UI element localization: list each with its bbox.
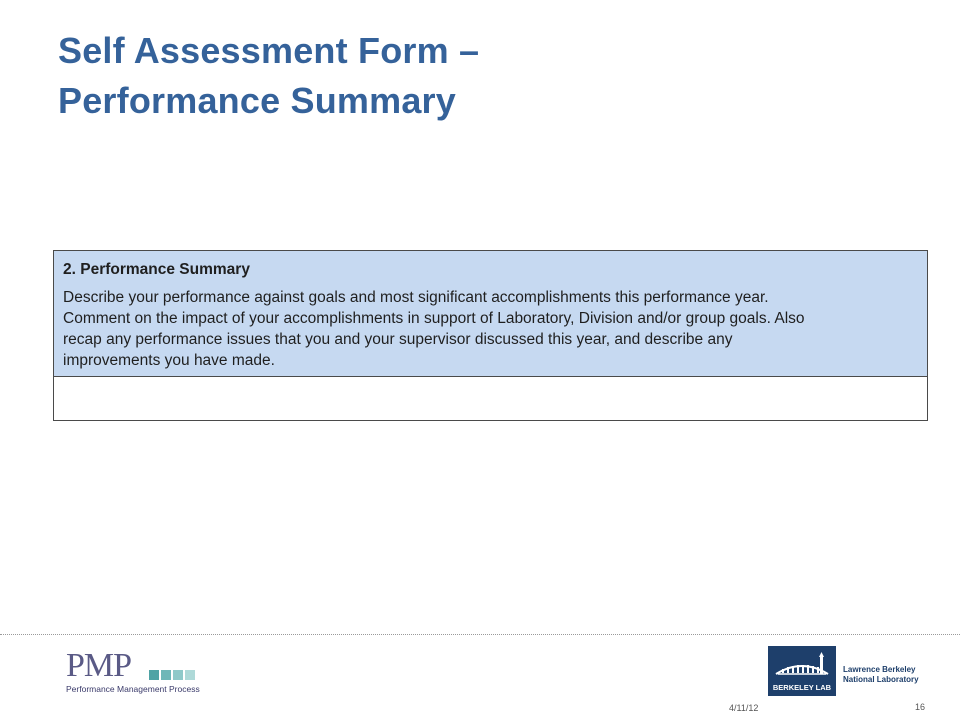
berkeley-lab-name [843, 665, 919, 685]
footer-divider [0, 634, 960, 635]
berkeley-lab-box-label: BERKELEY LAB [772, 683, 832, 692]
form-section-description [63, 287, 918, 371]
slide-title-line-2: Performance Summary [58, 80, 456, 121]
berkeley-lab-building-icon [768, 648, 836, 684]
lab-name-line-1: Lawrence Berkeley [843, 665, 916, 674]
slide-page-number: 16 [915, 702, 926, 712]
pmp-logo-tagline: Performance Management Process [66, 684, 200, 694]
form-section-header [54, 251, 927, 377]
slide-title [58, 26, 479, 126]
performance-summary-answer-field[interactable] [54, 377, 927, 421]
lab-name-line-2: National Laboratory [843, 675, 919, 684]
form-section-heading: 2. Performance Summary [63, 261, 250, 278]
performance-summary-form [53, 250, 928, 421]
description-line-4: improvements you have made. [63, 352, 275, 369]
description-line-3: recap any performance issues that you and your supervisor discussed this year, and describe any [63, 331, 733, 348]
berkeley-lab-logo [768, 646, 928, 696]
footer-date: 4/11/12 [729, 703, 759, 713]
slide-title-line-1: Self Assessment Form – [58, 30, 480, 71]
pmp-logo-letters: PMP [66, 647, 132, 684]
description-line-2: Comment on the impact of your accomplishments in support of Laboratory, Division and/or group goals. Also [63, 310, 805, 327]
berkeley-lab-logo-box [768, 646, 836, 696]
pmp-logo [66, 647, 200, 696]
description-line-1: Describe your performance against goals and most significant accomplishments this performance year. [63, 289, 769, 306]
